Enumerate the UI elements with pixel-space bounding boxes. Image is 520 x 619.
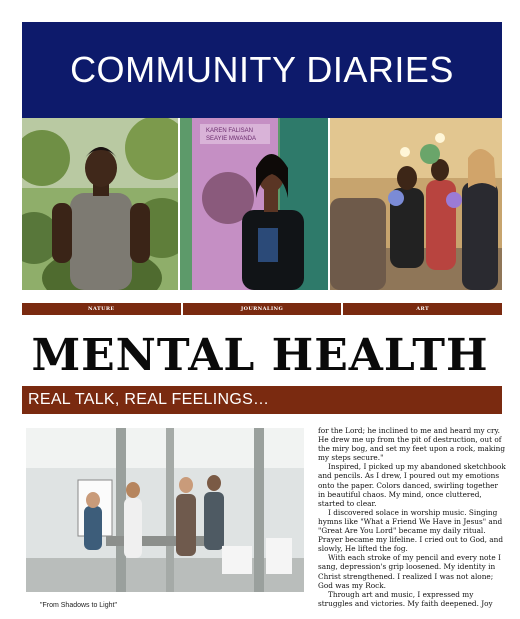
article-paragraph: I discovered solace in worship music. Singing hymns like "What a Friend We Have in Jesus" and "Great Are You Lord" became my daily ritual. Prayer became my lifeline. I cried out to God, and slowly, He lifted the fog. <box>318 507 504 554</box>
masthead-title: COMMUNITY DIARIES <box>70 49 454 90</box>
article-paragraph: Inspired, I picked up my abandoned sketchbook and pencils. As I drew, I poured out my emotions onto the paper. Colors danced, swirling together in beautiful chaos. My mind, once cluttered, started to clear. <box>318 462 506 508</box>
subheadline-bar <box>22 386 502 414</box>
category-bar <box>22 303 502 315</box>
category-art[interactable]: ART <box>343 303 502 315</box>
masthead-banner <box>22 22 502 118</box>
article-paragraph: Through art and music, I expressed my struggles and victories. My faith deepened. Joy <box>318 589 493 608</box>
article-body <box>318 426 506 616</box>
headline: MENTAL HEALTH <box>31 330 489 381</box>
woman-with-book-photo <box>180 118 328 290</box>
svg-text:KAREN FALISAN: KAREN FALISAN <box>206 128 254 134</box>
svg-text:SEAYIE MWANDA: SEAYIE MWANDA <box>206 136 257 142</box>
group-art-celebration-photo <box>330 118 502 290</box>
subheadline: REAL TALK, REAL FEELINGS… <box>28 391 270 408</box>
category-journaling[interactable]: JOURNALING <box>183 303 342 315</box>
article-paragraph: for the Lord; he inclined to me and heard my cry. He drew me up from the pit of destruction, out of the miry bog, and set my feet upon a rock, making my steps secure." <box>318 426 506 463</box>
article-paragraph: With each stroke of my pencil and every note I sang, depression's grip loosened. My identity in Christ strengthened. I realized I was not alone; God was my Rock. <box>318 553 501 590</box>
photo-caption: "From Shadows to Light" <box>40 602 117 609</box>
office-meeting-photo <box>26 428 304 592</box>
man-in-nature-photo <box>22 118 178 290</box>
category-nature[interactable]: NATURE <box>22 303 181 315</box>
